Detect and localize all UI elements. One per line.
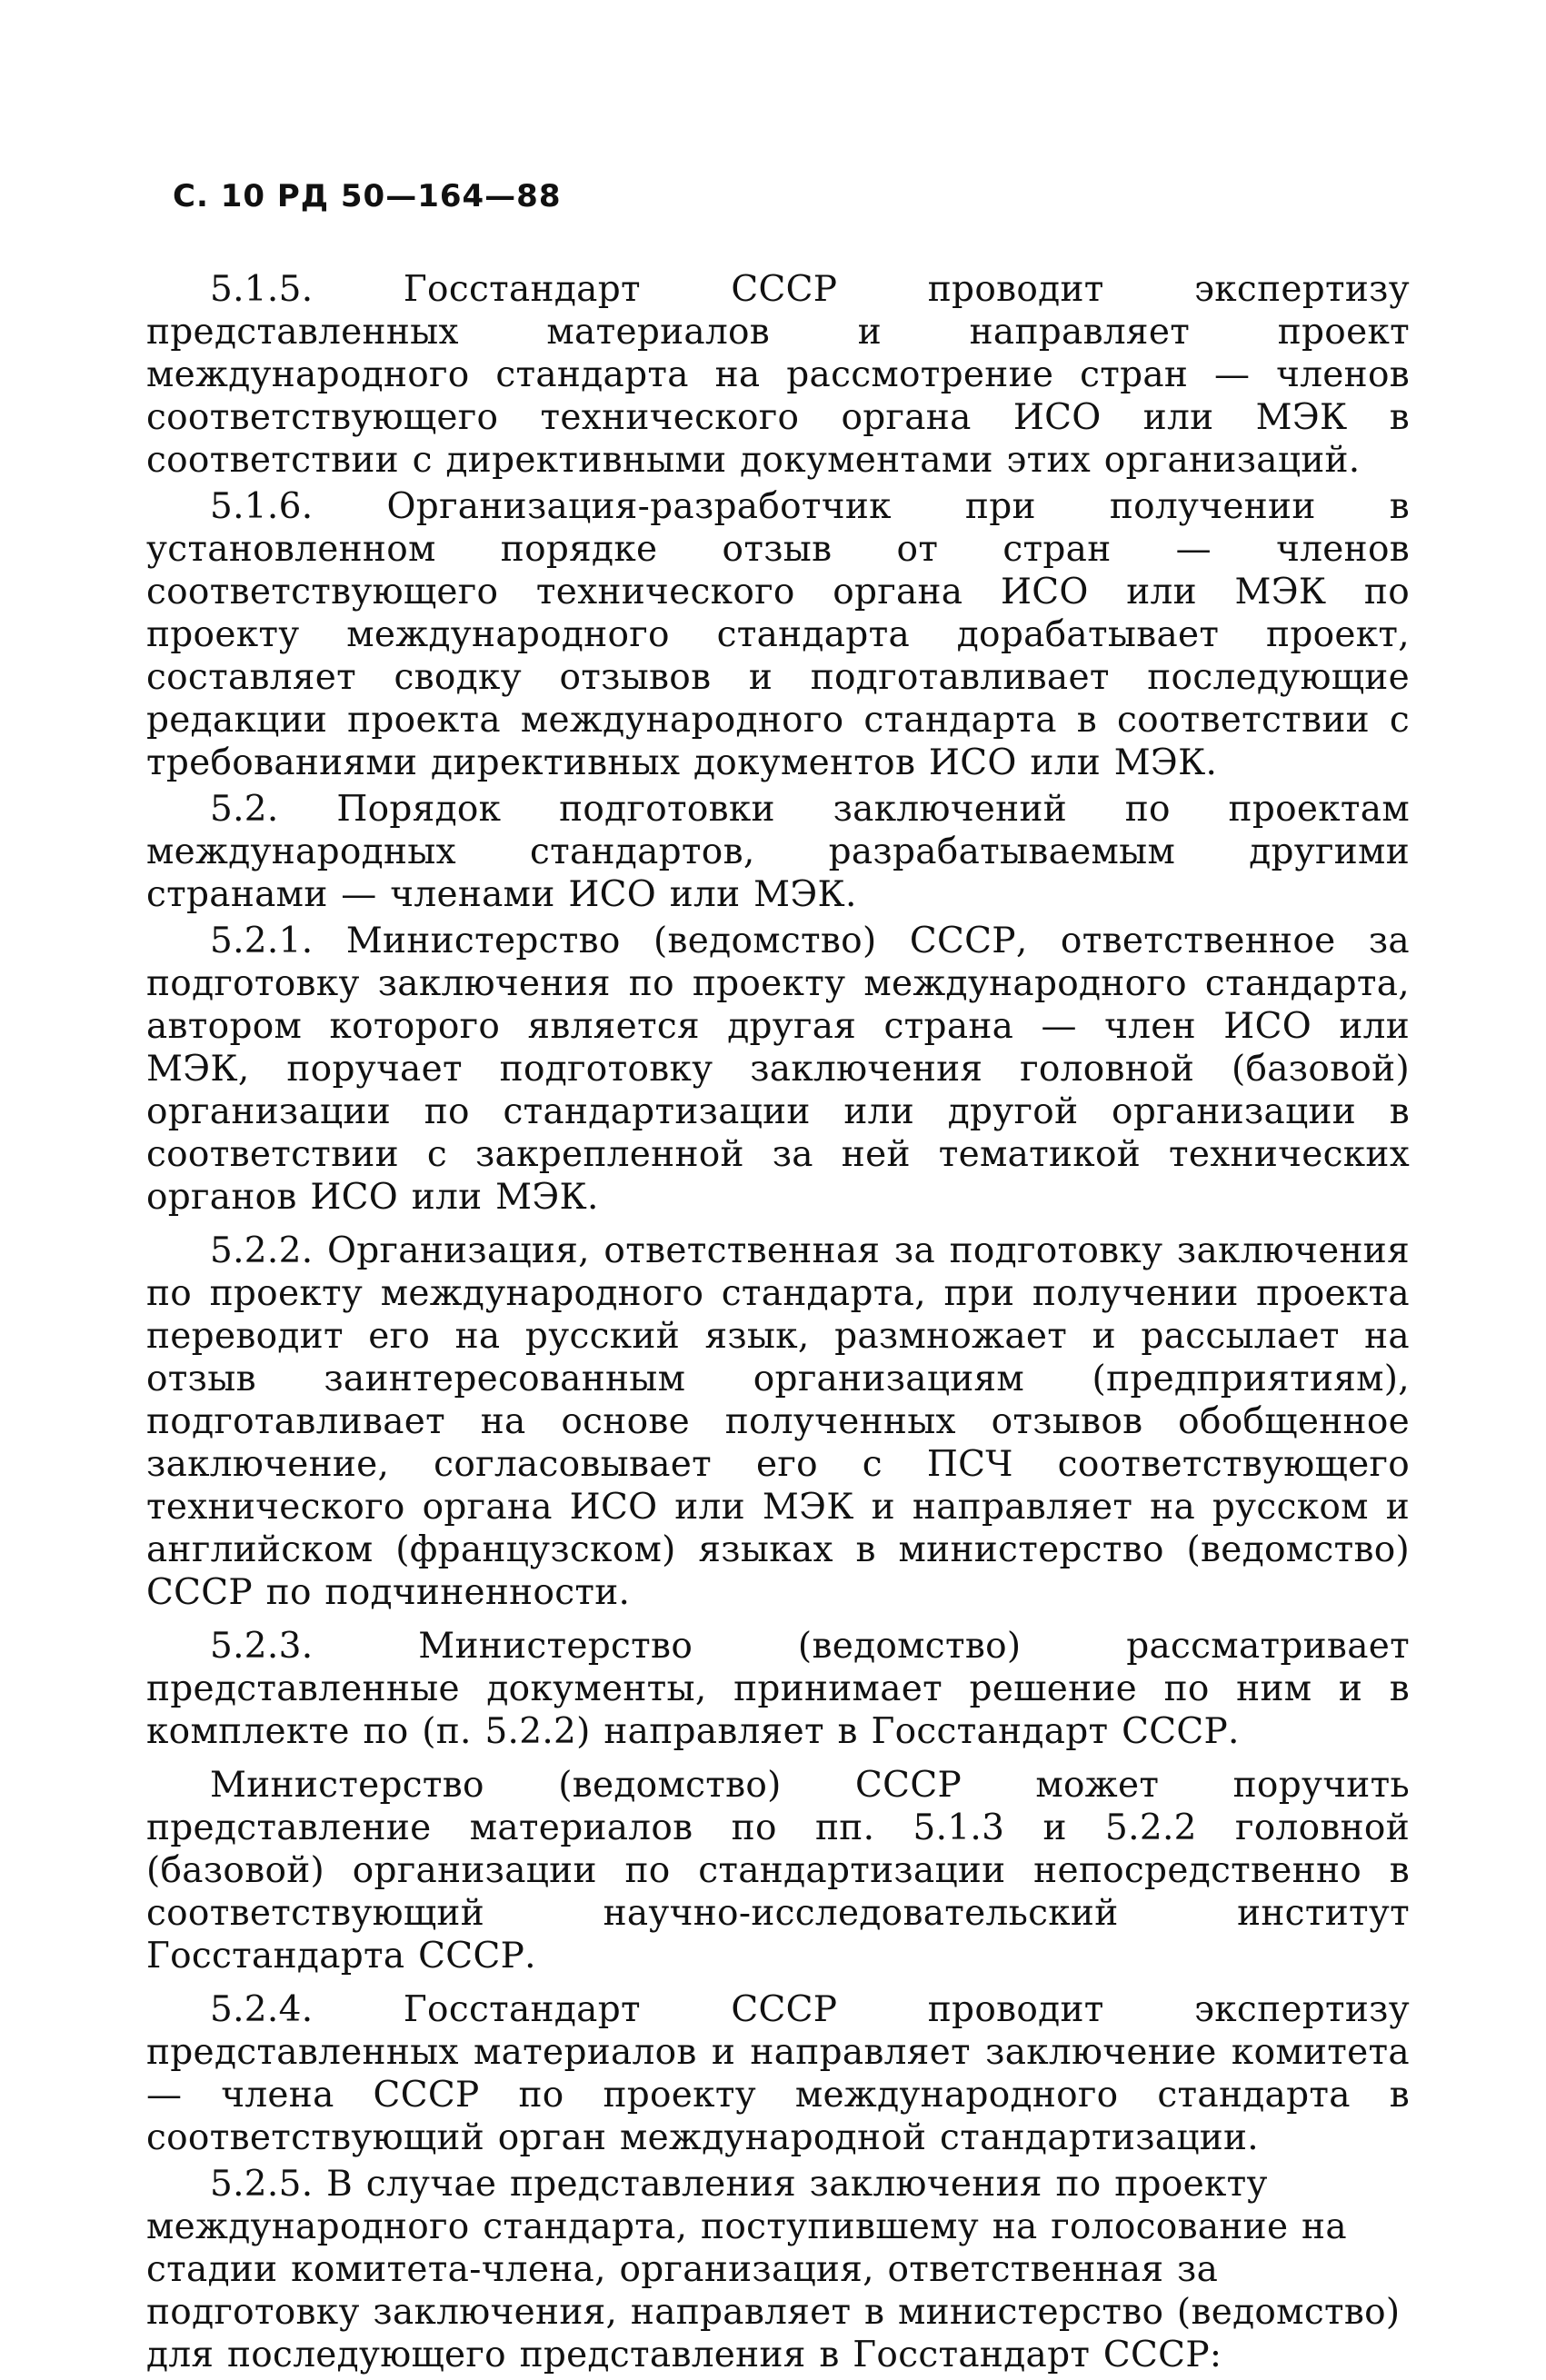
paragraph-ministry-note: Министерство (ведомство) СССР может поручить представление материалов по пп. 5.1.3 и 5.2.2 головной (базовой) организации по стандартизации непосредственно в соответствующий научно-исследовательский институт Госстандарта СССР. — [146, 1765, 1410, 1977]
paragraph-5-2-2: 5.2.2. Организация, ответственная за подготовку заключения по проекту международного стандарта, при получении проекта переводит его на русский язык, размножает и рассылает на отзыв заинтересованным организациям (предприятиям), подготавливает на основе полученных отзывов обобщенное заключение, согласовывает его с ПСЧ соответствующего технического органа ИСО или МЭК и направляет на русском и английском (французском) языках в министерство (ведомство) СССР по подчиненности. — [146, 1230, 1410, 1613]
paragraph-5-2-1: 5.2.1. Министерство (ведомство) СССР, ответственное за подготовку заключения по проекту международного стандарта, автором которого является другая страна — член ИСО или МЭК, поручает подготовку заключения головной (базовой) организации по стандартизации или другой организации в соответствии с закрепленной за ней тематикой технических органов ИСО или МЭК. — [146, 921, 1410, 1218]
document-body — [146, 268, 1410, 2380]
page-header: С. 10 РД 50—164—88 — [173, 178, 562, 214]
paragraph-5-2-3: 5.2.3. Министерство (ведомство) рассматривает представленные документы, принимает решение по ним и в комплекте по (п. 5.2.2) направляет в Госстандарт СССР. — [146, 1626, 1410, 1752]
paragraph-5-2: 5.2. Порядок подготовки заключений по проектам международных стандартов, разрабатываемым другими странами — членами ИСО или МЭК. — [146, 789, 1410, 915]
paragraph-5-2-4: 5.2.4. Госстандарт СССР проводит экспертизу представленных материалов и направляет заключение комитета — члена СССР по проекту международного стандарта в соответствующий орган международной стандартизации. — [146, 1989, 1410, 2158]
paragraph-5-1-6: 5.1.6. Организация-разработчик при получении в установленном порядке отзыв от стран — членов соответствующего технического органа ИСО или МЭК по проекту международного стандарта дорабатывает проект, составляет сводку отзывов и подготавливает последующие редакции проекта международного стандарта в соответствии с требованиями директивных документов ИСО или МЭК. — [146, 486, 1410, 783]
paragraph-5-1-5: 5.1.5. Госстандарт СССР проводит экспертизу представленных материалов и направляет проект международного стандарта на рассмотрение стран — членов соответствующего технического органа ИСО или МЭК в соответствии с директивными документами этих организаций. — [146, 269, 1410, 481]
paragraph-5-2-5: 5.2.5. В случае представления заключения по проекту международного стандарта, поступившему на голосование на стадии комитета-члена, организация, ответственная за подготовку заключения, направляет в министерство (ведомство) для последующего представления в Госстандарт СССР: — [146, 2164, 1401, 2375]
